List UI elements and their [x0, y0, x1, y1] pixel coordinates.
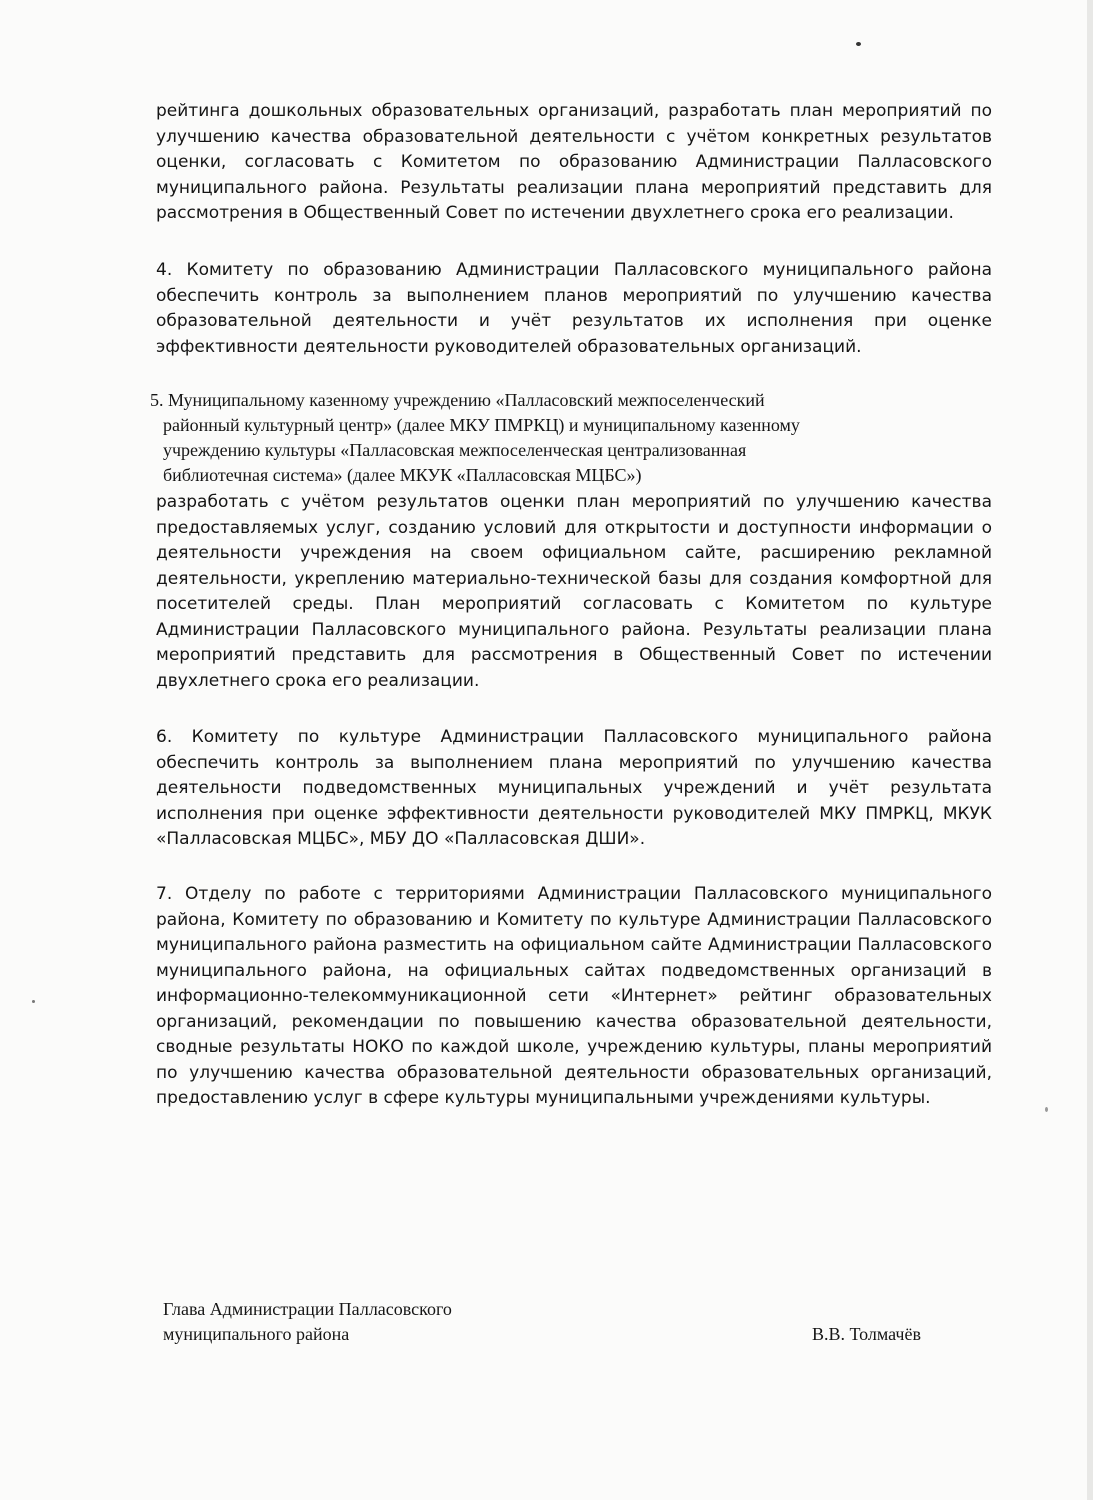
paragraph-3-continuation: рейтинга дошкольных образовательных организаций, разработать план мероприятий по улучшению качества образовательной деятельности с учётом конкретных результатов оценки, согласовать с Комитетом по образованию Администрации Палласовского муниципального района. Результаты реализации плана мероприятий представить для рассмотрения в Общественный Совет по истечении двухлетнего срока его реализации. — [156, 101, 992, 223]
scan-speck — [856, 42, 861, 46]
signature-name: В.В. Толмачёв — [812, 1324, 921, 1344]
paragraph-6: 6. Комитету по культуре Администрации Палласовского муниципального района обеспечить контроль за выполнением плана мероприятий по улучшению качества деятельности подведомственных муниципальных учреждений и учёт результата исполнения при оценке эффективности деятельности руководителей МКУ ПМРКЦ, МКУК «Палласовская МЦБС», МБУ ДО «Палласовская ДШИ». — [156, 727, 992, 849]
paragraph-5-line: 5. Муниципальному казенному учреждению «Палласовский межпоселенческий — [150, 390, 765, 410]
scan-speck — [32, 1000, 35, 1003]
signature-title-line1: Глава Администрации Палласовского — [163, 1299, 452, 1319]
paragraph-7: 7. Отделу по работе с территориями Администрации Палласовского муниципального района, Комитету по образованию и Комитету по культуре Администрации Палласовского муниципального района разместить на официальном сайте Администрации Палласовского муниципального района, на официальных сайтах подведомственных организаций в информационно-телекоммуникационной сети «Интернет» рейтинг образовательных организаций, рекомендации по повышению качества образовательной деятельности, сводные результаты НОКО по каждой школе, учреждению культуры, планы мероприятий по улучшению качества образовательной деятельности образовательных организаций, предоставлению услуг в сфере культуры муниципальными учреждениями культуры. — [156, 884, 992, 1108]
paragraph-5-continuation: разработать с учётом результатов оценки план мероприятий по улучшению качества предоставляемых услуг, созданию условий для открытости и доступности информации о деятельности учреждения на своем официальном сайте, расширению рекламной деятельности, укреплению материально-технической базы для создания комфортной для посетителей среды. План мероприятий согласовать с Комитетом по культуре Администрации Палласовского муниципального района. Результаты реализации плана мероприятий представить для рассмотрения в Общественный Совет по истечении двухлетнего срока его реализации. — [156, 492, 992, 691]
paragraph-5-line: районный культурный центр» (далее МКУ ПМРКЦ) и муниципальному казенному — [163, 415, 800, 435]
page-edge-shadow — [1087, 0, 1093, 1500]
paragraph-5-line: библиотечная система» (далее МКУК «Палласовская МЦБС») — [163, 465, 642, 485]
signature-title-line2: муниципального района — [163, 1324, 350, 1344]
paragraph-4: 4. Комитету по образованию Администрации Палласовского муниципального района обеспечить контроль за выполнением планов мероприятий по улучшению качества образовательной деятельности и учёт результатов их исполнения при оценке эффективности деятельности руководителей образовательных организаций. — [156, 260, 992, 357]
paragraph-5-line: учреждению культуры «Палласовская межпоселенческая централизованная — [163, 440, 747, 460]
scan-speck — [1045, 1107, 1048, 1112]
